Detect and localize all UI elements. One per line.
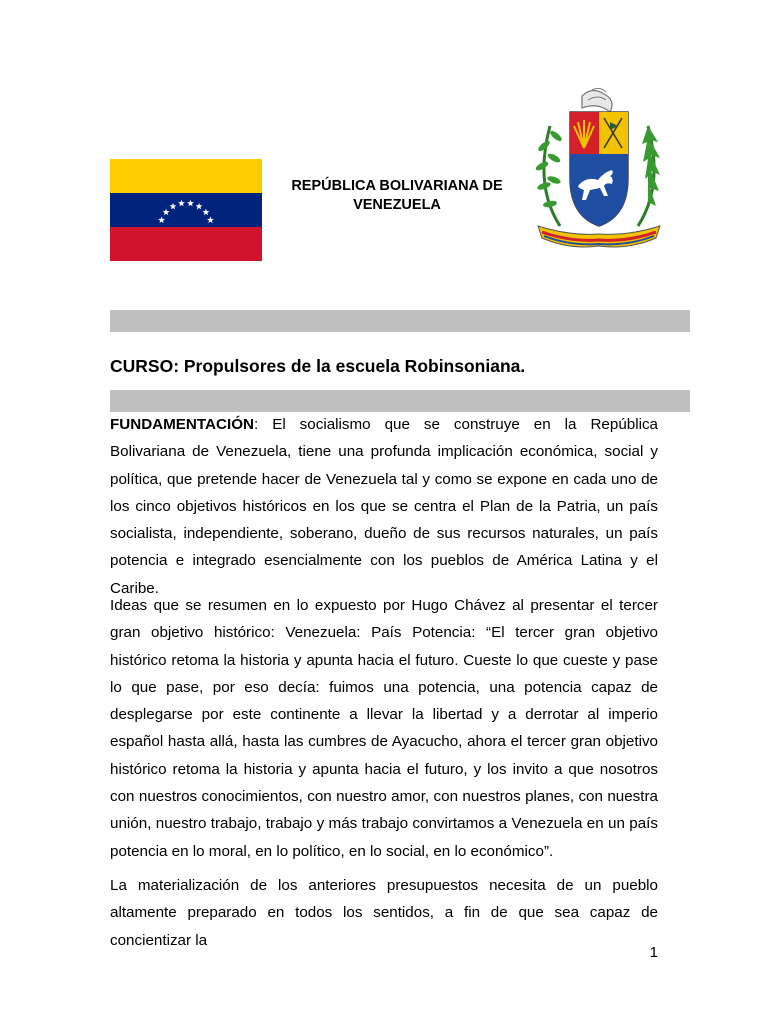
flag-star-icon <box>158 217 165 224</box>
paragraph-label: FUNDAMENTACIÓN <box>110 416 254 433</box>
venezuela-flag-icon <box>110 159 262 261</box>
flag-star-icon <box>202 209 209 216</box>
header-title: REPÚBLICA BOLIVARIANA DE VENEZUELA <box>291 178 503 213</box>
section-divider-bar <box>110 310 690 332</box>
flag-star-icon <box>187 200 194 207</box>
flag-star-icon <box>163 209 170 216</box>
paragraph-materializacion: La materialización de los anteriores presupuestos necesita de un pueblo altamente preparado en todos los sentidos, a fin de que sea capaz de concientizar la <box>110 877 658 949</box>
flag-star-icon <box>178 200 185 207</box>
flag-star-icon <box>196 203 203 210</box>
flag-stars-icon <box>110 159 262 261</box>
section-divider-bar <box>110 390 690 412</box>
course-title: CURSO: Propulsores de la escuela Robinsoniana. <box>110 356 526 376</box>
paragraph-quote: Ideas que se resumen en lo expuesto por Hugo Chávez al presentar el tercer gran objetivo histórico: Venezuela: País Potencia: “El tercer gran objetivo histórico retoma la historia y apunta hacia el futuro. Cueste lo que cueste y pase lo que pase, por eso decía: fuimos una potencia, una potencia capaz de desplegarse por este continente a llevar la libertad y a derrotar al imperio español hasta allá, hasta las cumbres de Ayacucho, ahora el tercer gran objetivo histórico retoma la historia y apunta hacia el futuro, y los invito a que nosotros con nuestros conocimientos, con nuestro amor, con nuestros planes, con nuestra unión, nuestro trabajo, trabajo y más trabajo convirtamos a Venezuela en un país potencia en lo moral, en lo político, en lo social, en lo económico”. <box>110 597 658 860</box>
page-number: 1 <box>649 944 658 961</box>
paragraph-fundamentacion <box>110 411 658 602</box>
coat-of-arms-icon <box>530 86 668 252</box>
flag-star-icon <box>207 217 214 224</box>
flag-star-icon <box>170 203 177 210</box>
paragraph-text: : El socialismo que se construye en la República Bolivariana de Venezuela, tiene una profunda implicación económica, social y política, que pretende hacer de Venezuela tal y como se expone en cada uno de los cinco objetivos históricos en los que se centra el Plan de la Patria, un país socialista, independiente, soberano, dueño de sus recursos naturales, un país potencia e integrado esencialmente con los pueblos de América Latina y el Caribe. <box>110 416 658 597</box>
